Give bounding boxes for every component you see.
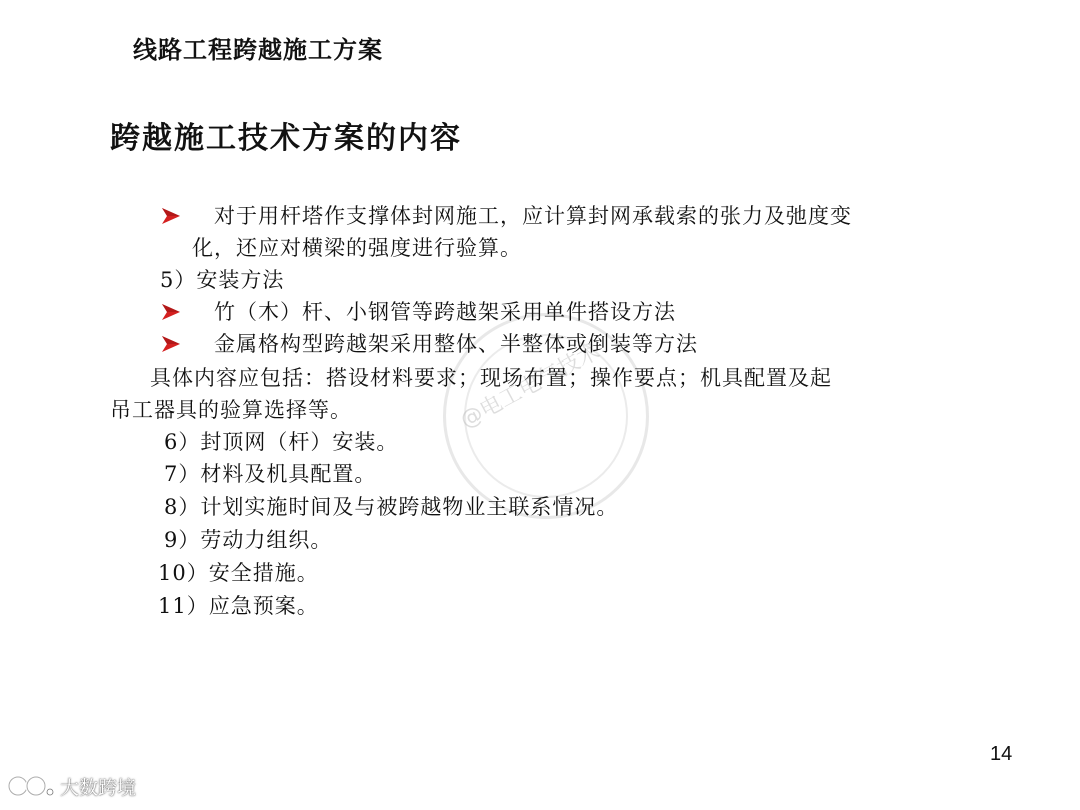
bullet-1-line-1: 对于用杆塔作支撑体封网施工，应计算封网承载索的张力及弛度变	[214, 204, 852, 228]
item-6: 6）封顶网（杆）安装。	[164, 430, 399, 454]
bullet-2: 竹（木）杆、小钢管等跨越架采用单件搭设方法	[214, 300, 676, 324]
header-title: 线路工程跨越施工方案	[133, 35, 383, 64]
bullet-arrow-icon	[162, 208, 180, 224]
watermark-text: @电工电气技术	[456, 339, 605, 434]
corner-logo	[6, 772, 136, 800]
page-number: 14	[990, 743, 1013, 765]
bullet-arrow-icon	[162, 304, 180, 320]
bullet-arrow-icon	[162, 336, 180, 352]
item-9: 9）劳动力组织。	[164, 528, 333, 552]
paragraph-line-2: 吊工器具的验算选择等。	[110, 398, 352, 422]
item-5: 5）安装方法	[160, 268, 285, 292]
item-10: 10）安全措施。	[158, 561, 319, 585]
bullet-1-line-2: 化，还应对横梁的强度进行验算。	[192, 236, 522, 260]
paragraph-line-1: 具体内容应包括：搭设材料要求；现场布置；操作要点；机具配置及起	[150, 366, 832, 390]
item-11: 11）应急预案。	[158, 594, 319, 618]
section-title: 跨越施工技术方案的内容	[110, 121, 462, 156]
logo-icon	[6, 772, 54, 800]
bullet-3: 金属格构型跨越架采用整体、半整体或倒装等方法	[214, 332, 698, 356]
logo-text: 大数跨境	[60, 776, 137, 799]
item-7: 7）材料及机具配置。	[164, 462, 377, 486]
item-8: 8）计划实施时间及与被跨越物业主联系情况。	[164, 495, 619, 519]
